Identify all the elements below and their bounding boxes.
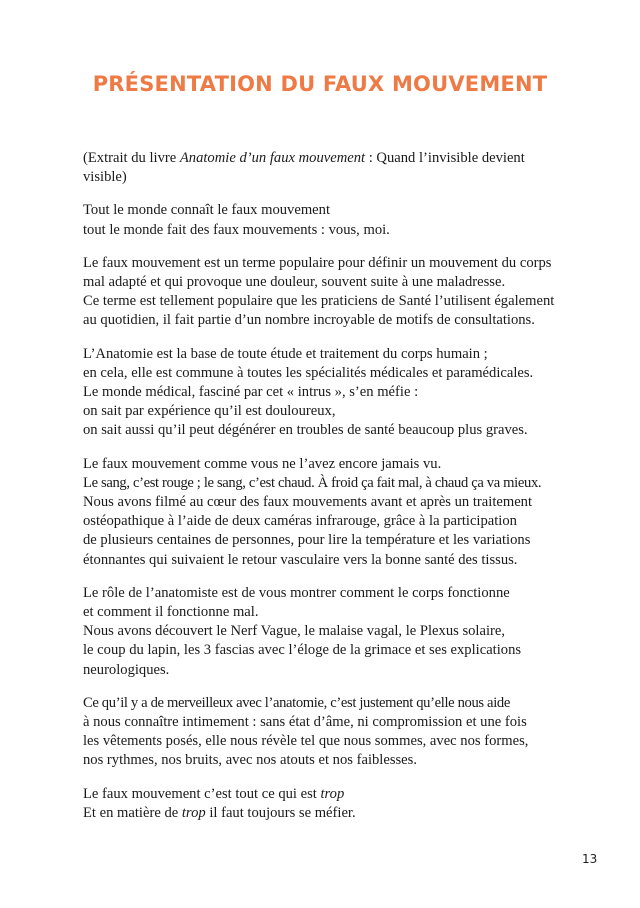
text-line [83,168,573,187]
text-segment: tout le monde fait des faux mouvements : vous, moi. [83,221,390,238]
text-line [83,254,573,273]
text-segment: Et en matière de [83,804,182,821]
text-segment: Le monde médical, fasciné par cet « intrus », s’en méfie : [83,384,419,401]
text-line [83,493,573,512]
text-segment: neurologiques. [83,661,170,678]
text-line [83,732,573,751]
paragraph [83,584,573,680]
text-segment: Nous avons filmé au cœur des faux mouvements avant et après un traitement [83,494,533,511]
text-line [83,551,573,570]
text-segment: le coup du lapin, les 3 fascias avec l’éloge de la grimace et ses explications [83,642,522,659]
paragraph [83,694,573,771]
text-line [83,661,573,680]
text-line [83,201,573,220]
paragraph [83,254,573,331]
text-line [83,804,573,823]
text-line [83,622,573,641]
text-line [83,383,573,402]
text-segment: à nous connaître intimement : sans état d’âme, ni compromission et une fois [83,714,527,731]
text-line [83,149,573,168]
text-segment: visible) [83,169,127,186]
document-body [83,149,573,837]
text-segment: Le faux mouvement est un terme populaire pour définir un mouvement du corps [83,254,552,271]
text-line [83,221,573,240]
text-segment: en cela, elle est commune à toutes les spécialités médicales et paramédicales. [83,364,534,381]
text-line [83,402,573,421]
text-segment: Nous avons découvert le Nerf Vague, le malaise vagal, le Plexus solaire, [83,623,506,640]
text-segment: nos rythmes, nos bruits, avec nos atouts et nos faiblesses. [83,752,417,769]
text-segment: L’Anatomie est la base de toute étude et traitement du corps humain ; [83,345,488,362]
page-number: 13 [582,852,598,866]
text-line [83,751,573,770]
text-line [83,531,573,550]
text-line [83,512,573,531]
text-line [83,584,573,603]
text-segment: étonnantes qui suivaient le retour vasculaire vers la bonne santé des tissus. [83,551,518,568]
text-segment: Tout le monde connaît le faux mouvement [83,202,331,219]
text-segment: : Quand l’invisible devient [365,150,525,166]
text-segment: mal adapté et qui provoque une douleur, souvent suite à une maladresse. [83,274,506,291]
text-line [83,694,573,713]
paragraph [83,785,573,823]
text-segment: Le faux mouvement comme vous ne l’avez encore jamais vu. [83,455,442,472]
italic-text: trop [320,785,345,802]
text-segment: de plusieurs centaines de personnes, pour lire la température et les variations [83,532,531,549]
text-line [83,455,573,474]
text-segment: Le faux mouvement c’est tout ce qui est [83,785,321,802]
text-segment: et comment il fonctionne mal. [83,604,259,621]
paragraph [83,149,573,187]
text-line [83,603,573,622]
page-title: PRÉSENTATION DU FAUX MOUVEMENT [92,72,548,97]
paragraph [83,201,573,239]
text-line [83,311,573,330]
text-line [83,292,573,311]
text-line [83,421,573,440]
text-line [83,713,573,732]
text-line [83,474,573,493]
text-segment: au quotidien, il fait partie d’un nombre incroyable de motifs de consultations. [83,312,535,329]
text-segment: il faut toujours se méfier. [205,804,356,821]
text-line [83,345,573,364]
text-segment: ostéopathique à l’aide de deux caméras infrarouge, grâce à la participation [83,513,517,530]
paragraph [83,345,573,441]
text-segment: Ce qu’il y a de merveilleux avec l’anatomie, c’est justement qu’elle nous aide [83,694,510,711]
text-line [83,641,573,660]
text-segment: (Extrait du livre [83,150,180,166]
text-segment: on sait aussi qu’il peut dégénérer en troubles de santé beaucoup plus graves. [83,422,528,439]
text-segment: on sait par expérience qu’il est douloureux, [83,403,336,420]
text-line [83,273,573,292]
text-segment: les vêtements posés, elle nous révèle tel que nous sommes, avec nos formes, [83,733,529,750]
text-segment: Le rôle de l’anatomiste est de vous montrer comment le corps fonctionne [83,584,510,601]
text-line [83,364,573,383]
italic-text: trop [181,804,206,821]
text-segment: Le sang, c’est rouge ; le sang, c’est chaud. À froid ça fait mal, à chaud ça va mieux. [83,474,542,491]
text-segment: Ce terme est tellement populaire que les praticiens de Santé l’utilisent également [83,293,555,310]
paragraph [83,455,573,570]
text-line [83,785,573,804]
italic-text: Anatomie d’un faux mouvement [179,150,366,166]
